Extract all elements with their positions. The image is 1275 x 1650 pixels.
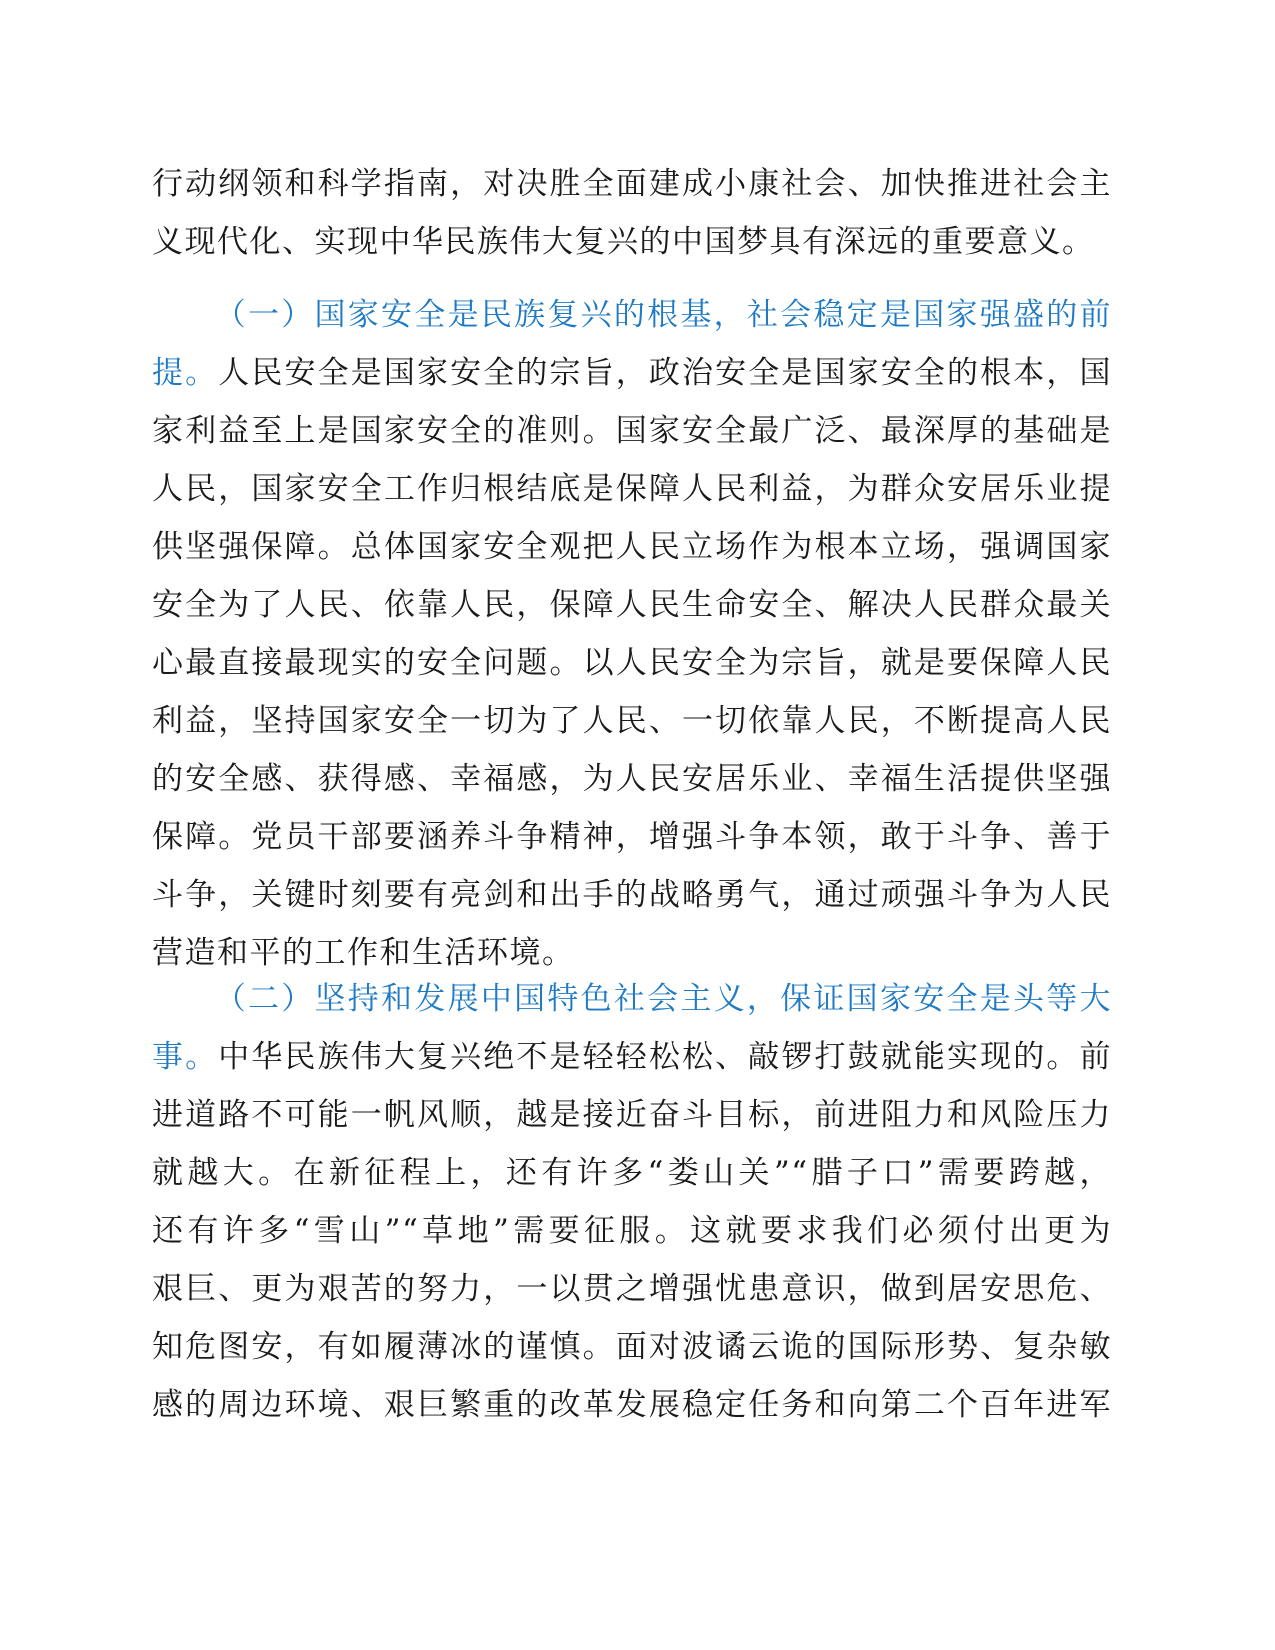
paragraph-line: 的安全感、获得感、幸福感，为人民安居乐业、幸福生活提供坚强 [152,761,1112,797]
paragraph-line: 心最直接最现实的安全问题。以人民安全为宗旨，就是要保障人民 [152,645,1112,681]
paragraph-line: 利益，坚持国家安全一切为了人民、一切依靠人民，不断提高人民 [152,703,1112,739]
section-two-mixed-line [152,1028,1112,1086]
paragraph-line: 艰巨、更为艰苦的努力，一以贯之增强忧患意识，做到居安思危、 [152,1271,1112,1307]
paragraph-line: 进道路不可能一帆风顺，越是接近奋斗目标，前进阻力和风险压力 [152,1097,1112,1133]
paragraph-line: 家利益至上是国家安全的准则。国家安全最广泛、最深厚的基础是 [152,413,1112,449]
paragraph-line: 营造和平的工作和生活环境。 [152,935,575,971]
paragraph-line: 斗争，关键时刻要有亮剑和出手的战略勇气，通过顽强斗争为人民 [152,877,1112,913]
opening-paragraph [152,155,1112,271]
section-two-heading: （二）坚持和发展中国特色社会主义，保证国家安全是头等大 [214,981,1112,1017]
paragraph-line: 供坚强保障。总体国家安全观把人民立场作为根本立场，强调国家 [152,529,1112,565]
paragraph-line: 义现代化、实现中华民族伟大复兴的中国梦具有深远的重要意义。 [152,224,1095,260]
section-one-paragraph [152,286,1112,982]
section-one-mixed-line [152,344,1112,402]
paragraph-line: 就越大。在新征程上，还有许多“娄山关”“腊子口”需要跨越， [152,1155,1112,1191]
paragraph-line: 人民，国家安全工作归根结底是保障人民利益，为群众安居乐业提 [152,471,1112,507]
paragraph-line: 知危图安，有如履薄冰的谨慎。面对波谲云诡的国际形势、复杂敏 [152,1329,1112,1365]
section-one-body-start: 人民安全是国家安全的宗旨，政治安全是国家安全的根本，国 [218,355,1112,391]
section-two-heading-end: 事。 [152,1039,219,1075]
section-two-paragraph [152,970,1112,1434]
section-one-heading: （一）国家安全是民族复兴的根基，社会稳定是国家强盛的前 [214,297,1112,333]
paragraph-line: 感的周边环境、艰巨繁重的改革发展稳定任务和向第二个百年进军 [152,1387,1112,1423]
section-one-heading-line [152,286,1112,344]
section-one-heading-end: 提。 [152,355,219,391]
paragraph-line: 行动纲领和科学指南，对决胜全面建成小康社会、加快推进社会主 [152,166,1112,202]
section-two-body-start: 中华民族伟大复兴绝不是轻轻松松、敲锣打鼓就能实现的。前 [218,1039,1112,1075]
paragraph-line: 安全为了人民、依靠人民，保障人民生命安全、解决人民群众最关 [152,587,1112,623]
paragraph-line: 保障。党员干部要涵养斗争精神，增强斗争本领，敢于斗争、善于 [152,819,1112,855]
paragraph-line: 还有许多“雪山”“草地”需要征服。这就要求我们必须付出更为 [152,1213,1112,1249]
section-two-heading-line [152,970,1112,1028]
